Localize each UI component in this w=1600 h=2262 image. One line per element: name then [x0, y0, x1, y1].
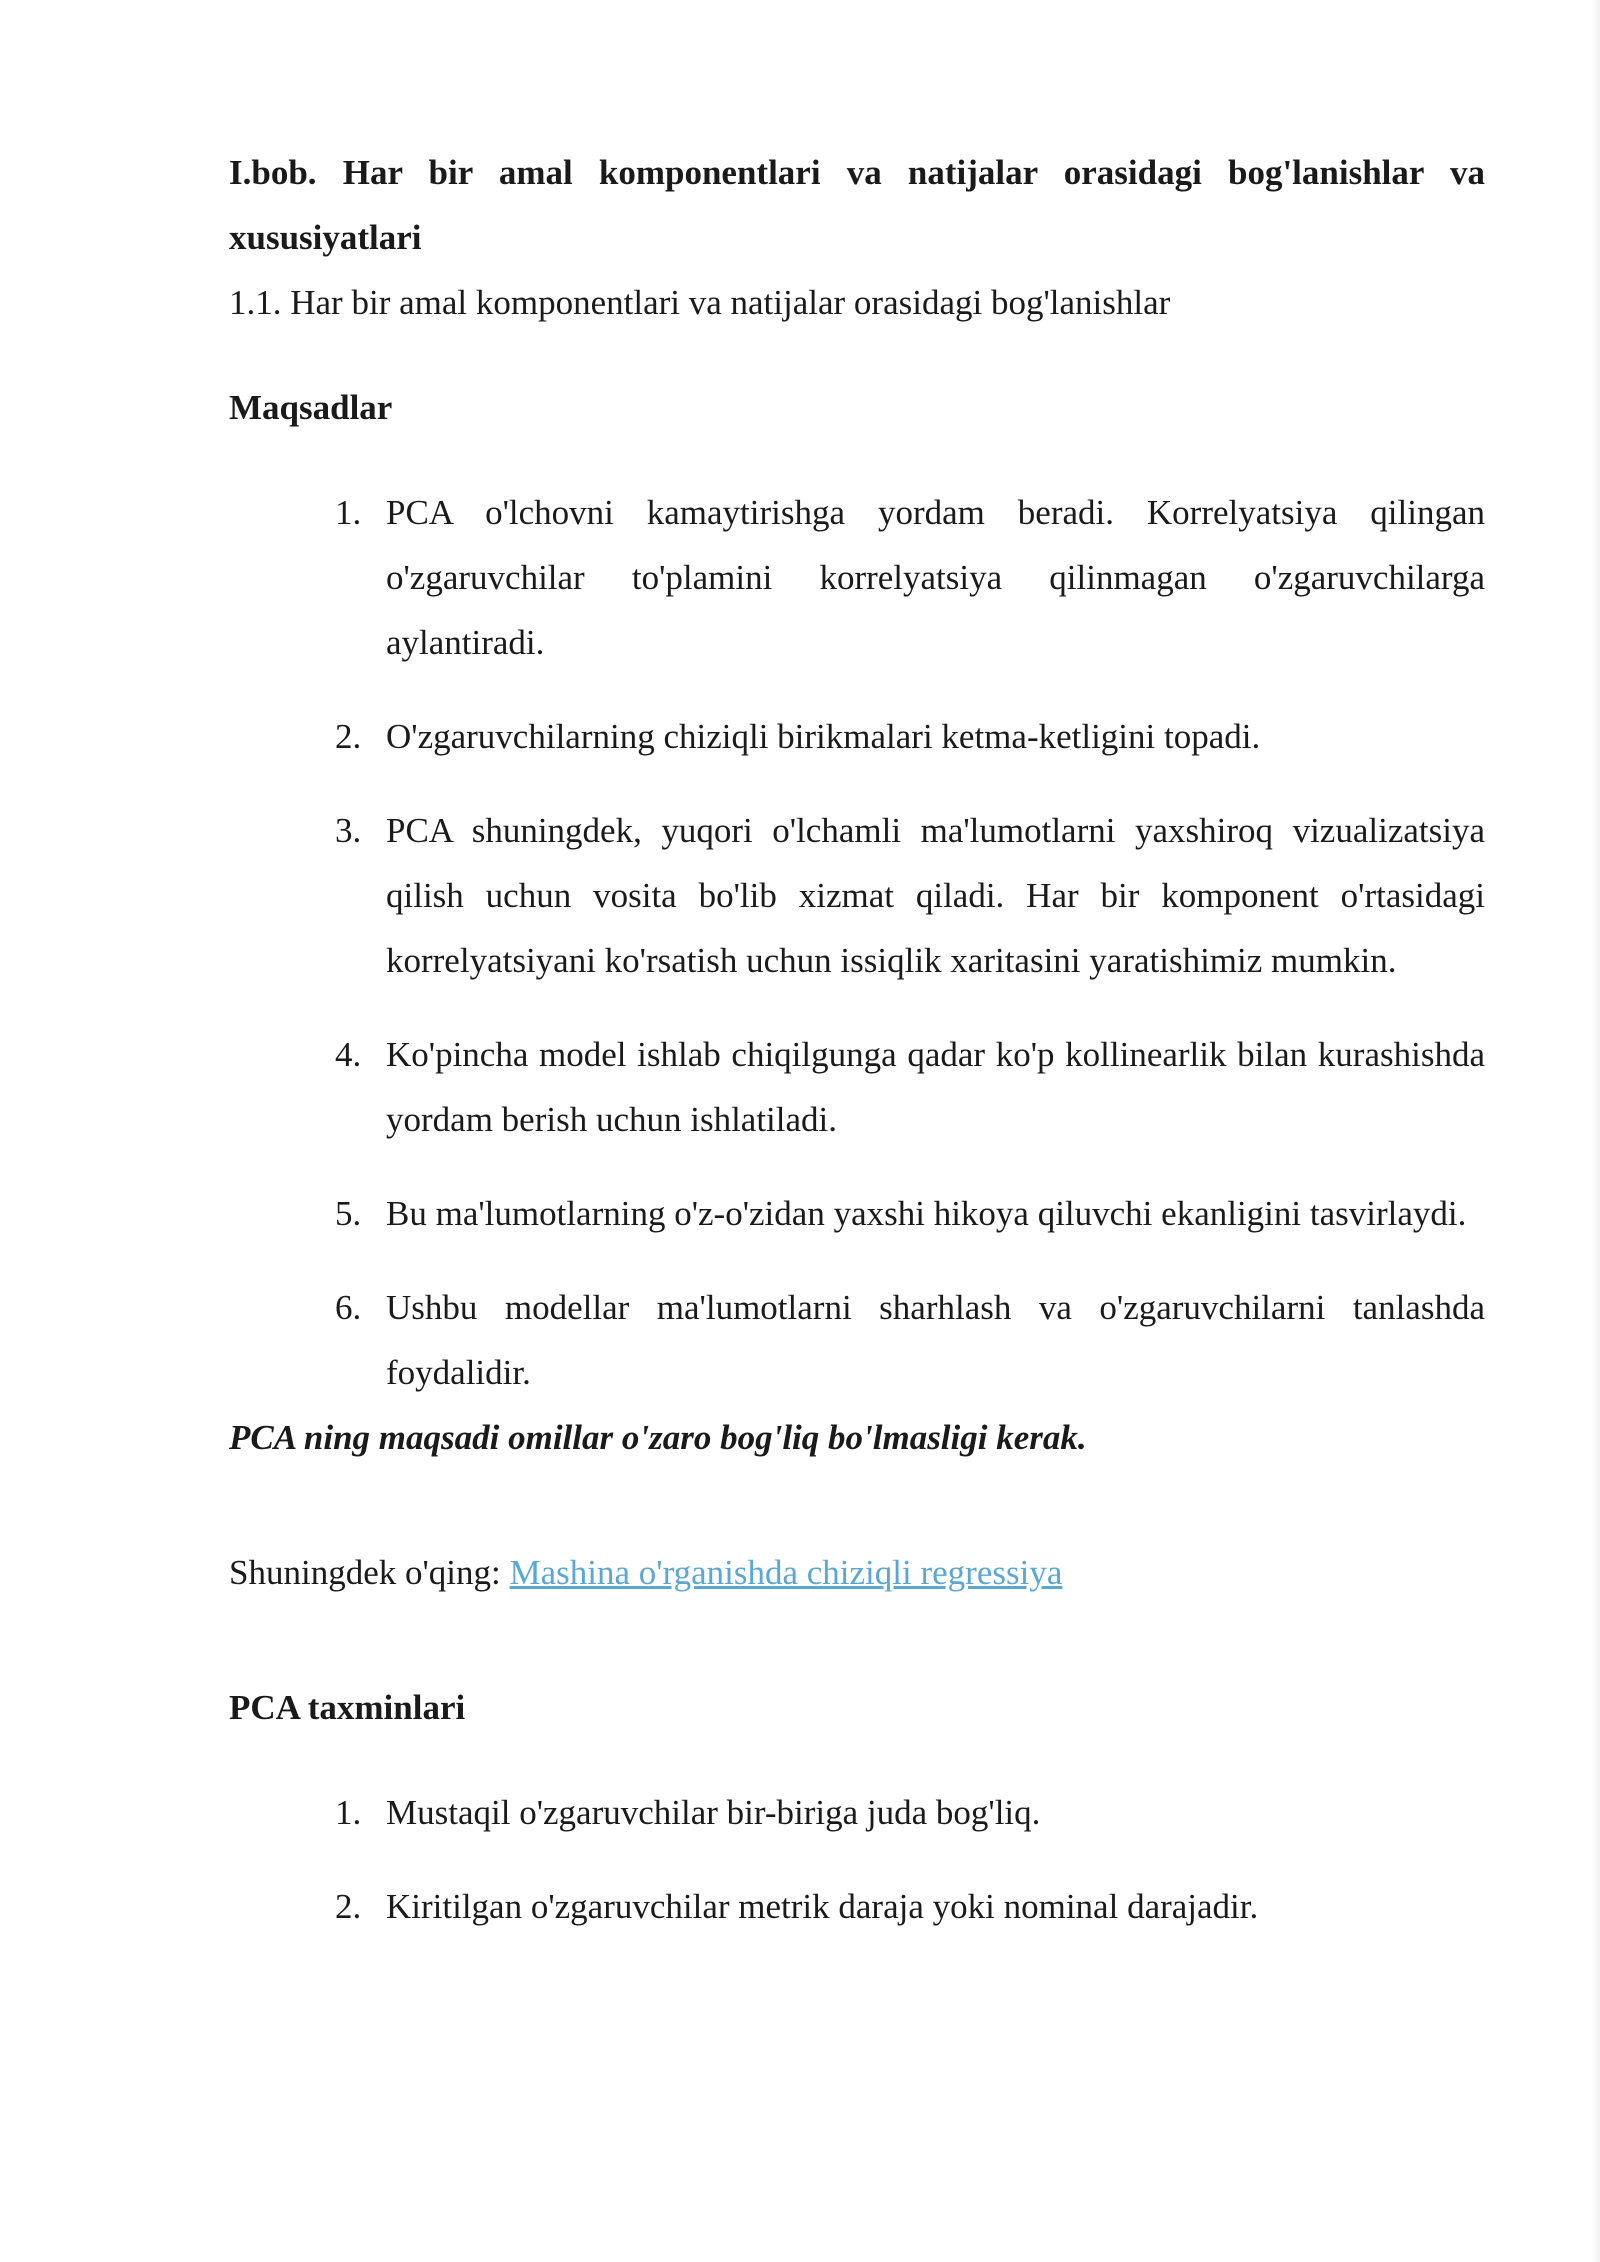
list-item-number: 2.: [335, 717, 362, 756]
see-also-line: [229, 1540, 1485, 1605]
list-item-text: Ko'pincha model ishlab chiqilgunga qadar ko'p kollinearlik bilan kurashishda yordam berish uchun ishlatiladi.: [386, 1035, 1485, 1139]
list-item-number: 1.: [335, 493, 362, 532]
chapter-title: I.bob. Har bir amal komponentlari va natijalar orasidagi bog'lanishlar va xususiyatlari: [229, 153, 1485, 257]
list-item-number: 1.: [335, 1793, 362, 1832]
list-item: [229, 704, 1485, 769]
list-item: [229, 798, 1485, 993]
list-item: [229, 1181, 1485, 1246]
list-item-text: Ushbu modellar ma'lumotlarni sharhlash va o'zgaruvchilarni tanlashda foydalidir.: [386, 1288, 1485, 1392]
list-item-text: PCA o'lchovni kamaytirishga yordam beradi. Korrelyatsiya qilingan o'zgaruvchilar to'plamini korrelyatsiya qilinmagan o'zgaruvchilarga aylantiradi.: [386, 493, 1485, 662]
list-item-text: PCA shuningdek, yuqori o'lchamli ma'lumotlarni yaxshiroq vizualizatsiya qilish uchun vosita bo'lib xizmat qiladi. Har bir komponent o'rtasidagi korrelyatsiyani ko'rsatish uchun issiqlik xaritasini yaratishimiz mumkin.: [386, 811, 1485, 980]
list-item-text: Bu ma'lumotlarning o'z-o'zidan yaxshi hikoya qiluvchi ekanligini tasvirlaydi.: [386, 1194, 1467, 1233]
list-item: [229, 480, 1485, 675]
list-item: [229, 1275, 1485, 1405]
page-edge-shadow: [1592, 0, 1600, 2262]
list-item-text: O'zgaruvchilarning chiziqli birikmalari ketma-ketligini topadi.: [386, 717, 1261, 756]
subsection-title: 1.1. Har bir amal komponentlari va natijalar orasidagi bog'lanishlar: [229, 283, 1171, 322]
assumptions-heading: PCA taxminlari: [229, 1688, 466, 1727]
list-item-text: Kiritilgan o'zgaruvchilar metrik daraja yoki nominal darajadir.: [386, 1887, 1259, 1926]
assumptions-list: [229, 1780, 1485, 1939]
list-item-number: 3.: [335, 811, 362, 850]
list-item: [229, 1780, 1485, 1845]
linear-regression-link[interactable]: Mashina o'rganishda chiziqli regressiya: [509, 1553, 1063, 1592]
list-item-number: 6.: [335, 1288, 362, 1327]
see-also-prefix: Shuningdek o'qing:: [229, 1553, 510, 1592]
document-body: [229, 140, 1485, 1939]
goals-list: [229, 480, 1485, 1405]
list-item-text: Mustaqil o'zgaruvchilar bir-biriga juda bog'liq.: [386, 1793, 1041, 1832]
list-item-number: 2.: [335, 1887, 362, 1926]
list-item: [229, 1022, 1485, 1152]
list-item-number: 5.: [335, 1194, 362, 1233]
list-item-number: 4.: [335, 1035, 362, 1074]
list-item: [229, 1874, 1485, 1939]
goals-heading: Maqsadlar: [229, 388, 393, 427]
emphasis-statement: PCA ning maqsadi omillar o'zaro bog'liq bo'lmasligi kerak.: [229, 1418, 1087, 1457]
